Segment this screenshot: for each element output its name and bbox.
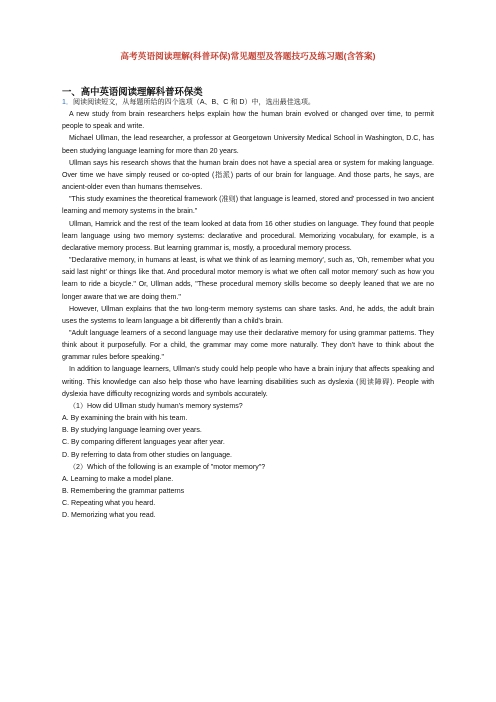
answer-option: D. Memorizing what you read. xyxy=(62,512,156,520)
question-text: How did Ullman study human's memory systems? xyxy=(87,402,243,410)
passage-paragraph: "Declarative memory, in humans at least, is what we think of as learning memory', such as, 'Oh, remember what you said last night' or things like that. And procedural motor memory is what we often call motor memory' such as how you learn to ride a bicycle." Or, Ullman adds, "These procedural memory skills become so deeply leaned that we are no longer aware that we are doing them." xyxy=(62,257,434,301)
document-body xyxy=(62,97,434,522)
question-stem xyxy=(62,401,434,413)
answer-option: C. Repeating what you heard. xyxy=(62,500,156,508)
answer-option: A. Learning to make a model plane. xyxy=(62,475,174,483)
question-text: Which of the following is an example of "motor memory"? xyxy=(87,463,266,471)
passage-paragraph: Ullman, Hamrick and the rest of the team looked at data from 16 other studies on language. They found that people learn language using two memory systems: declarative and procedural. Memorizing vocabulary, for example, is a declarative memory process. But learning grammar is, mostly, a procedural memory process. xyxy=(62,220,434,252)
question-index: （2） xyxy=(69,463,88,471)
passage-paragraph: Michael Ullman, the lead researcher, a professor at Georgetown University Medical School in Washington, D.C, has been studying language learning for more than 20 years. xyxy=(62,135,434,155)
answer-option: C. By comparing different languages year after year. xyxy=(62,439,225,447)
passage-paragraph: Ullman says his research shows that the human brain does not have a special area or system for making language. Over time we have simply reused or co-opted (指派) parts of our brain for language. And those parts, he says, are ancient-older even than humans themselves. xyxy=(62,159,434,192)
passage-paragraph: A new study from brain researchers helps explain how the human brain evolved or changed over time, to permit people to speak and write. xyxy=(62,111,434,131)
passage-paragraph: "Adult language learners of a second language may use their declarative memory for using grammar patterns. They think about it purposefully. For a child, the grammar may come more naturally. They don't have to think about the grammar rules before speaking." xyxy=(62,329,434,362)
question-number: 1． xyxy=(62,99,73,106)
document-title: 高考英语阅读理解(科普环保)常见题型及答题技巧及练习题(含答案) xyxy=(120,51,376,61)
answer-option: B. Remembering the grammar patterns xyxy=(62,488,185,495)
passage-paragraph: "This study examines the theoretical framework (准则) that language is learned, stored and' processed in two ancient learning and memory systems in the brain." xyxy=(62,196,434,216)
answer-option: D. By referring to data from other studies on language. xyxy=(62,451,233,459)
question-instruction-text: 阅读阅读短文，从每题所给的四个选项（A、B、C 和 D）中，选出最佳选项。 xyxy=(72,99,315,106)
question-index: （1） xyxy=(69,402,88,410)
question-instruction xyxy=(62,97,434,109)
answer-option: A. By examining the brain with his team. xyxy=(62,415,188,423)
answer-option: B. By studying language learning over years. xyxy=(62,427,202,435)
question-stem xyxy=(62,462,434,474)
section-heading: 一、高中英语阅读理解科普环保类 xyxy=(62,86,203,97)
passage-paragraph: However, Ullman explains that the two long-term memory systems can share tasks. And, he adds, the adult brain uses the systems to learn language a bit differently than a child's brain. xyxy=(62,305,434,325)
passage-paragraph: In addition to language learners, Ullman's study could help people who have a brain injury that affects speaking and writing. This knowledge can also help those who have learning disabilities such as dyslexia (阅读障碍). People with dyslexia have difficulty recognizing words and symbols accurately. xyxy=(62,366,434,398)
